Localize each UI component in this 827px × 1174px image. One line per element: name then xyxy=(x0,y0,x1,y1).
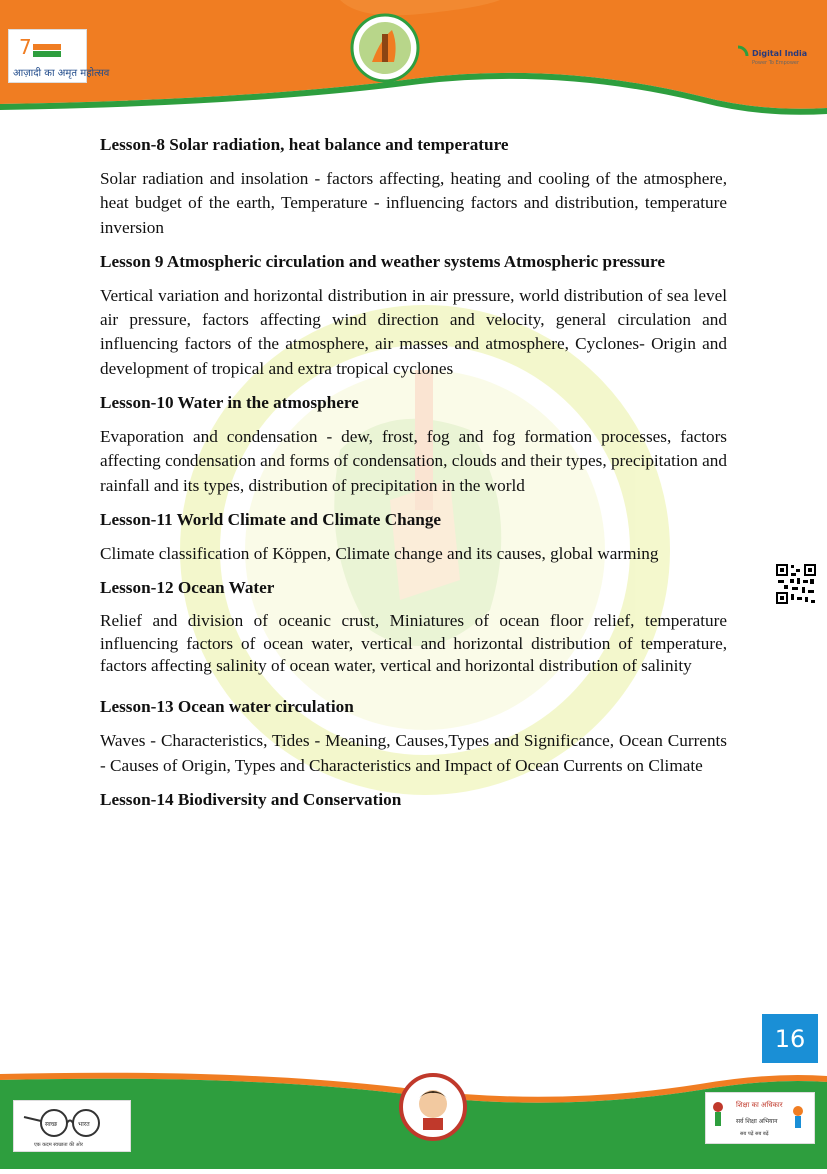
svg-text:Power To Empower: Power To Empower xyxy=(752,60,800,66)
lesson-body: Solar radiation and insolation - factors affecting, heating and cooling of the atmosphere, heat budget of the earth, Temperature - influencing factors and distribution, temperature inversion xyxy=(100,169,727,237)
lesson-title: Lesson-14 Biodiversity and Conservation xyxy=(100,790,402,810)
azadi-emblem-icon xyxy=(9,30,110,82)
page-number-badge: 16 xyxy=(762,1014,818,1063)
lesson-body: Waves - Characteristics, Tides - Meaning, Causes,Types and Significance, Ocean Currents - Causes of Origin, Types and Characteristics and Impact of Ocean Currents on Climate xyxy=(100,731,727,775)
svg-text:7: 7 xyxy=(19,35,32,59)
svg-text:एक कदम स्वच्छता की ओर: एक कदम स्वच्छता की ओर xyxy=(34,1142,83,1148)
svg-text:शिक्षा का अधिकार: शिक्षा का अधिकार xyxy=(736,1101,783,1109)
lesson-title: Lesson-12 Ocean Water xyxy=(100,578,275,598)
page-header xyxy=(0,0,827,120)
syllabus-content xyxy=(100,133,727,812)
lesson-title: Lesson-10 Water in the atmosphere xyxy=(100,393,359,413)
qr-code-icon[interactable] xyxy=(775,563,817,605)
lesson-body: Evaporation and condensation - dew, frost, fog and fog formation processes, factors affecting condensation and forms of condensation, clouds and their types, precipitation and rainfall and its types, distribution of precipitation in the world xyxy=(100,427,727,495)
lesson-title: Lesson-8 Solar radiation, heat balance and temperature xyxy=(100,135,509,154)
swachh-bharat-logo xyxy=(13,1100,131,1152)
rte-children-icon xyxy=(706,1093,814,1143)
svg-text:Digital India: Digital India xyxy=(752,49,808,58)
lesson-body: Relief and division of oceanic crust, Miniatures of ocean floor relief, temperature influencing factors of ocean water, vertical and horizontal distribution of temperature, factors affecting salinity of ocean water, vertical and horizontal distribution of salinity xyxy=(100,611,727,676)
lesson-body: Climate classification of Köppen, Climate change and its causes, global warming xyxy=(100,543,659,563)
digital-india-icon xyxy=(728,38,818,74)
lesson-body: Vertical variation and horizontal distribution in air pressure, world distribution of sea level air pressure, factors affecting wind direction and velocity, general circulation and influencing factors of the atmosphere, air masses and atmosphere, Cyclones- Origin and development of tropical and extra tropical cyclones xyxy=(100,285,727,378)
header-banner xyxy=(0,0,827,120)
svg-text:सब पढ़ें सब बढ़ें: सब पढ़ें सब बढ़ें xyxy=(740,1131,769,1137)
lesson-title: Lesson-13 Ocean water circulation xyxy=(100,697,354,717)
lesson-title: Lesson-11 World Climate and Climate Change xyxy=(100,509,442,529)
svg-text:स्वच्छ: स्वच्छ xyxy=(45,1121,58,1128)
svg-text:सर्व शिक्षा अभियान: सर्व शिक्षा अभियान xyxy=(736,1118,778,1125)
azadi-logo xyxy=(8,29,110,83)
glasses-icon xyxy=(14,1101,130,1151)
rte-logo xyxy=(705,1092,815,1144)
digital-india-logo xyxy=(728,38,818,74)
lesson-title: Lesson 9 Atmospheric circulation and weather systems Atmospheric pressure xyxy=(100,251,665,271)
page-footer xyxy=(0,1062,827,1169)
svg-text:आज़ादी का अमृत महोत्सव: आज़ादी का अमृत महोत्सव xyxy=(13,68,110,79)
svg-text:भारत: भारत xyxy=(78,1121,90,1128)
